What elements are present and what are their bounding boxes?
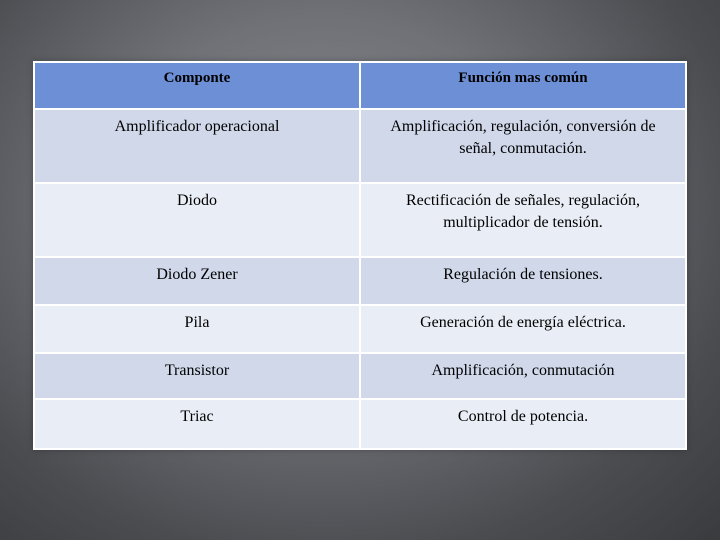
table-row	[34, 353, 686, 399]
component-cell: Pila	[34, 305, 360, 353]
function-cell: Amplificación, conmutación	[360, 353, 686, 399]
component-cell: Diodo	[34, 183, 360, 257]
table-row	[34, 183, 686, 257]
function-cell: Rectificación de señales, regulación, multiplicador de tensión.	[360, 183, 686, 257]
header-row	[34, 62, 686, 109]
header-function: Función mas común	[360, 62, 686, 109]
component-cell: Amplificador operacional	[34, 109, 360, 183]
table-header	[34, 62, 686, 109]
table-row	[34, 257, 686, 305]
component-cell: Transistor	[34, 353, 360, 399]
components-table	[33, 61, 687, 450]
function-cell: Control de potencia.	[360, 399, 686, 449]
component-cell: Triac	[34, 399, 360, 449]
component-cell: Diodo Zener	[34, 257, 360, 305]
table-row	[34, 399, 686, 449]
table-row	[34, 305, 686, 353]
header-component: Componte	[34, 62, 360, 109]
function-cell: Generación de energía eléctrica.	[360, 305, 686, 353]
table-body	[34, 109, 686, 449]
function-cell: Amplificación, regulación, conversión de señal, conmutación.	[360, 109, 686, 183]
function-cell: Regulación de tensiones.	[360, 257, 686, 305]
table-row	[34, 109, 686, 183]
